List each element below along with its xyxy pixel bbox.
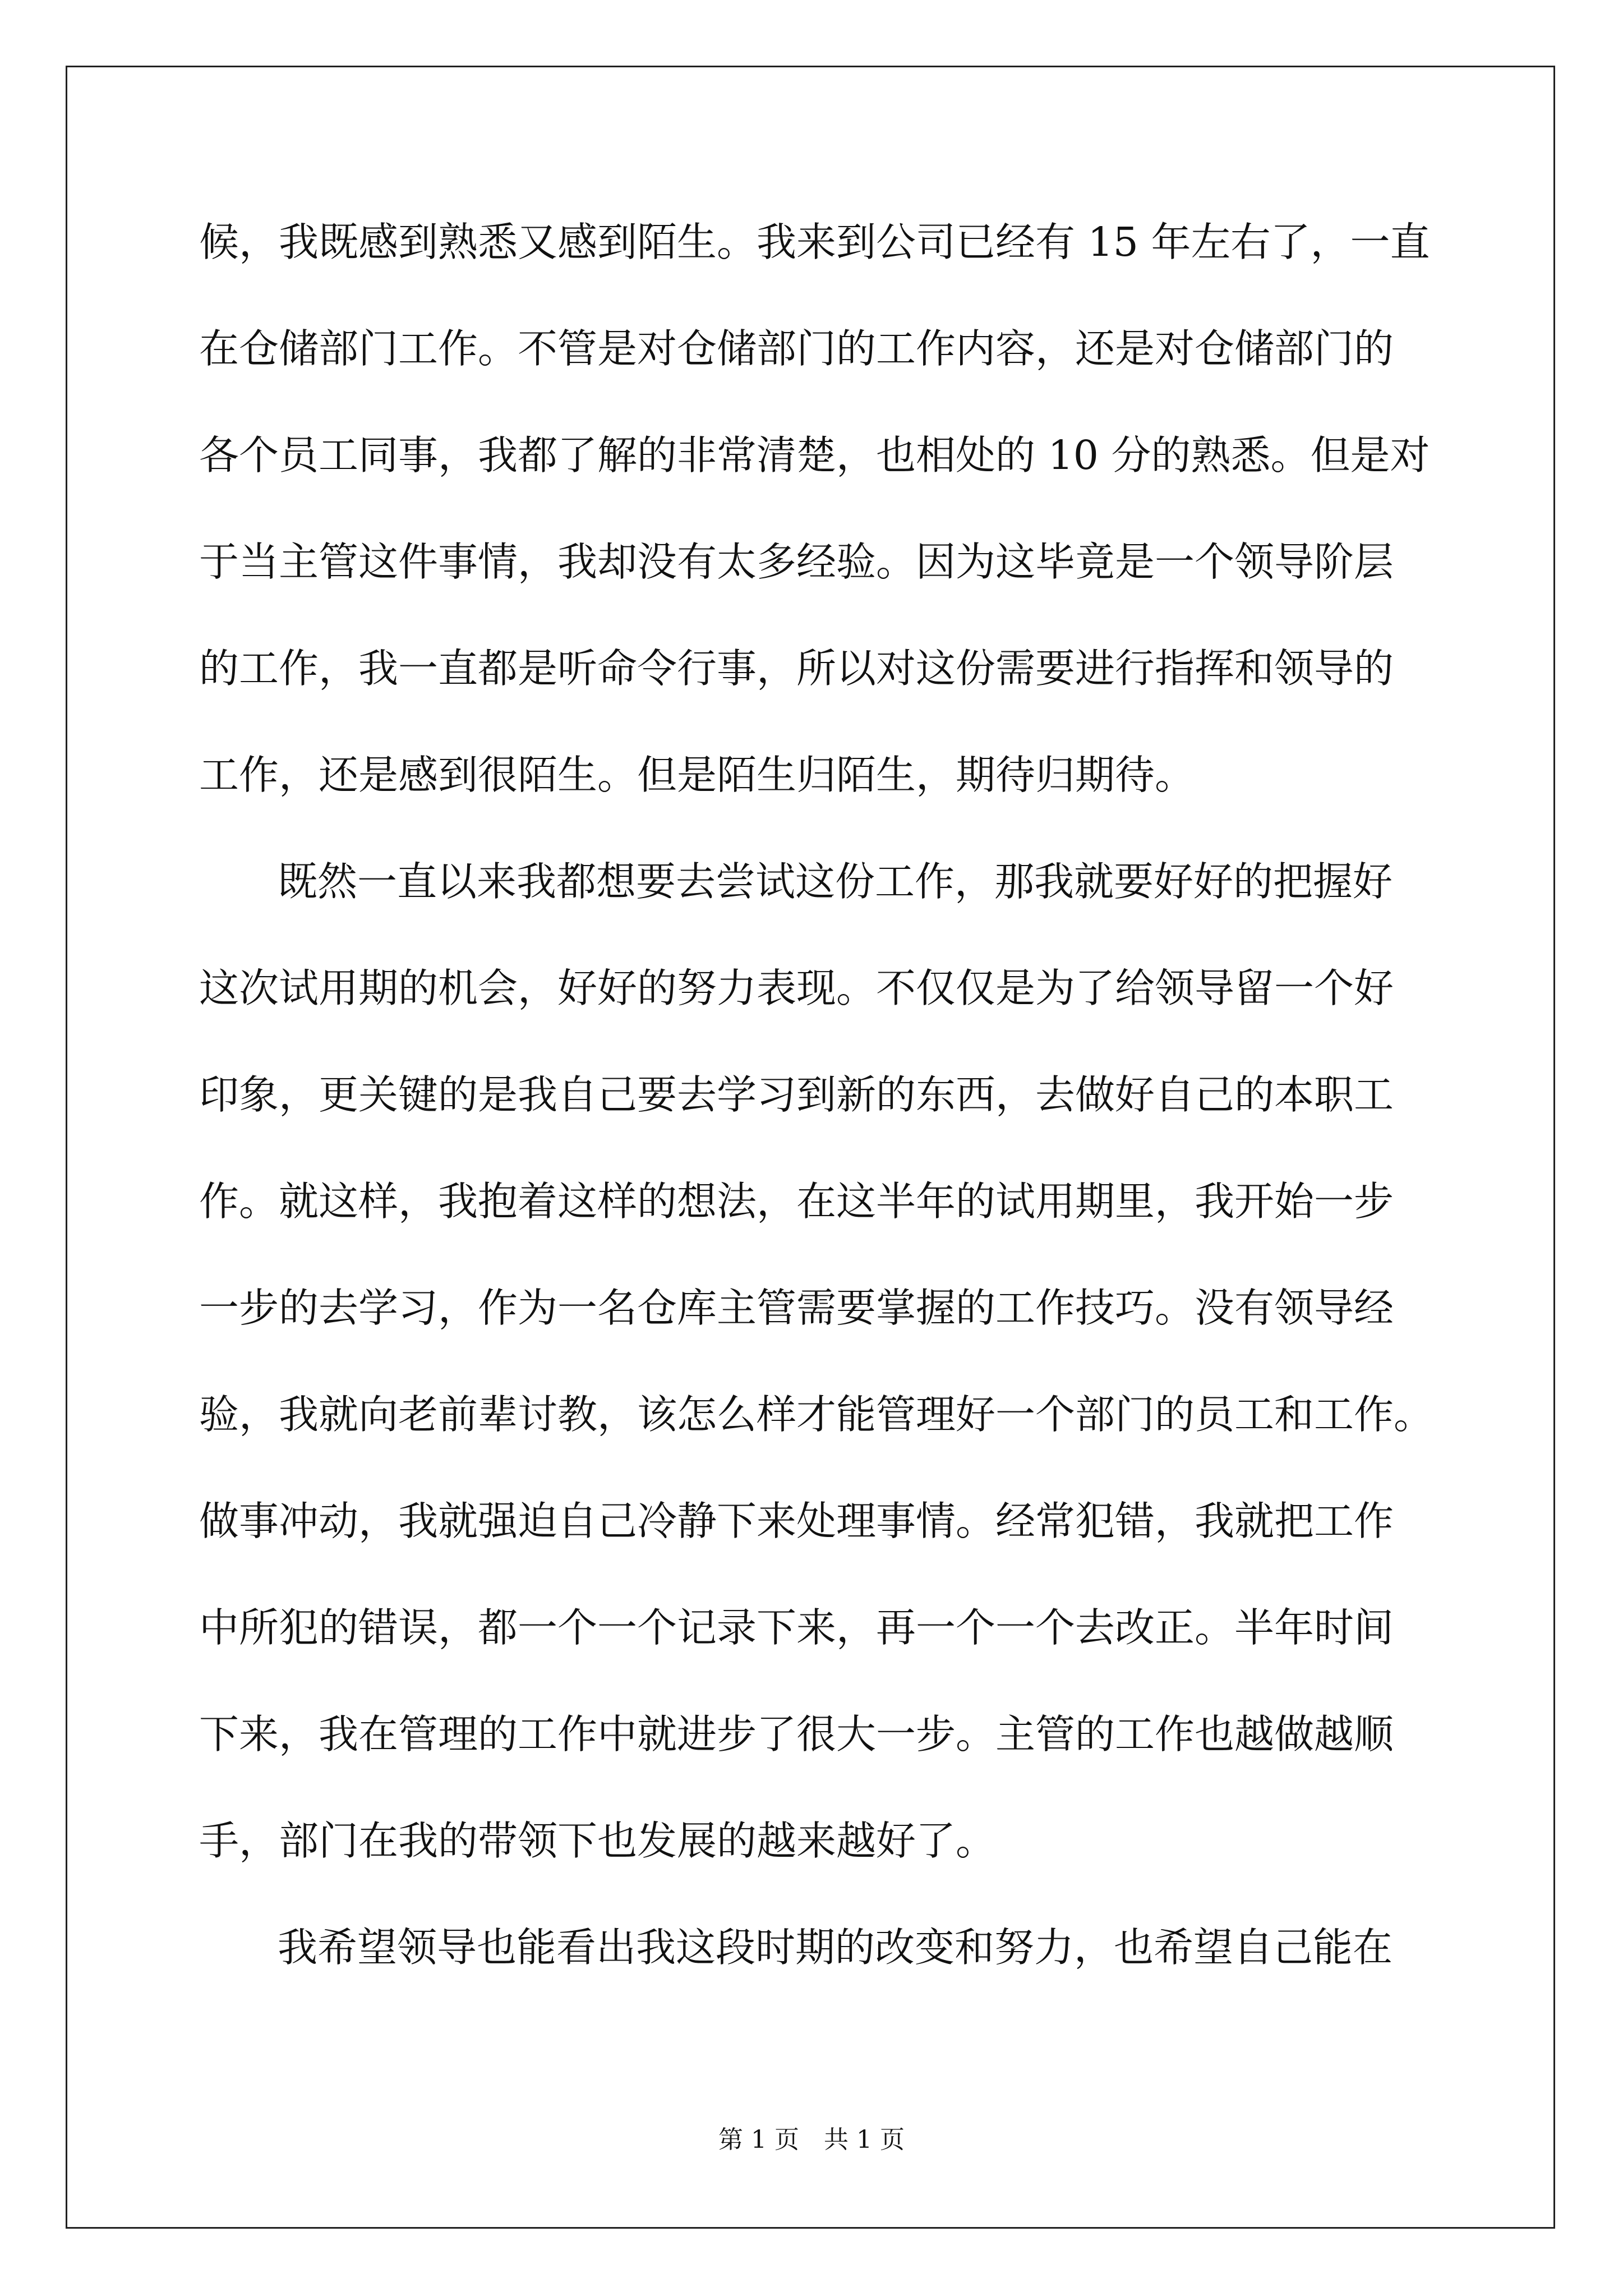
text-line: 手，部门在我的带领下也发展的越来越好了。 <box>199 1818 996 1864</box>
document-body <box>199 215 1434 2027</box>
text-line: 中所犯的错误，都一个一个记录下来，再一个一个去改正。半年时间 <box>199 1604 1394 1651</box>
text-line: 在仓储部门工作。不管是对仓储部门的工作内容，还是对仓储部门的 <box>199 325 1394 372</box>
text-line: 候，我既感到熟悉又感到陌生。我来到公司已经有 15 年左右了，一直 <box>199 219 1430 265</box>
text-line: 下来，我在管理的工作中就进步了很大一步。主管的工作也越做越顺 <box>199 1711 1394 1757</box>
text-line: 这次试用期的机会，好好的努力表现。不仅仅是为了给领导留一个好 <box>199 965 1394 1011</box>
text-line: 做事冲动，我就强迫自己冷静下来处理事情。经常犯错，我就把工作 <box>199 1498 1394 1544</box>
text-line: 我希望领导也能看出我这段时期的改变和努力，也希望自己能在 <box>278 1924 1393 1971</box>
text-line: 印象，更关键的是我自己要去学习到新的东西，去做好自己的本职工 <box>199 1071 1394 1118</box>
text-line: 工作，还是感到很陌生。但是陌生归陌生，期待归期待。 <box>199 752 1195 798</box>
text-line: 的工作，我一直都是听命令行事，所以对这份需要进行指挥和领导的 <box>199 645 1394 692</box>
text-line: 既然一直以来我都想要去尝试这份工作，那我就要好好的把握好 <box>278 858 1393 905</box>
text-line: 作。就这样，我抱着这样的想法，在这半年的试用期里，我开始一步 <box>199 1178 1394 1225</box>
page-number-footer: 第 1 页 共 1 页 <box>718 2125 905 2154</box>
text-line: 验，我就向老前辈讨教，该怎么样才能管理好一个部门的员工和工作。 <box>199 1391 1434 1438</box>
text-line: 各个员工同事，我都了解的非常清楚，也相处的 10 分的熟悉。但是对 <box>199 432 1430 478</box>
text-line: 一步的去学习，作为一名仓库主管需要掌握的工作技巧。没有领导经 <box>199 1285 1394 1331</box>
text-line: 于当主管这件事情，我却没有太多经验。因为这毕竟是一个领导阶层 <box>199 539 1394 585</box>
